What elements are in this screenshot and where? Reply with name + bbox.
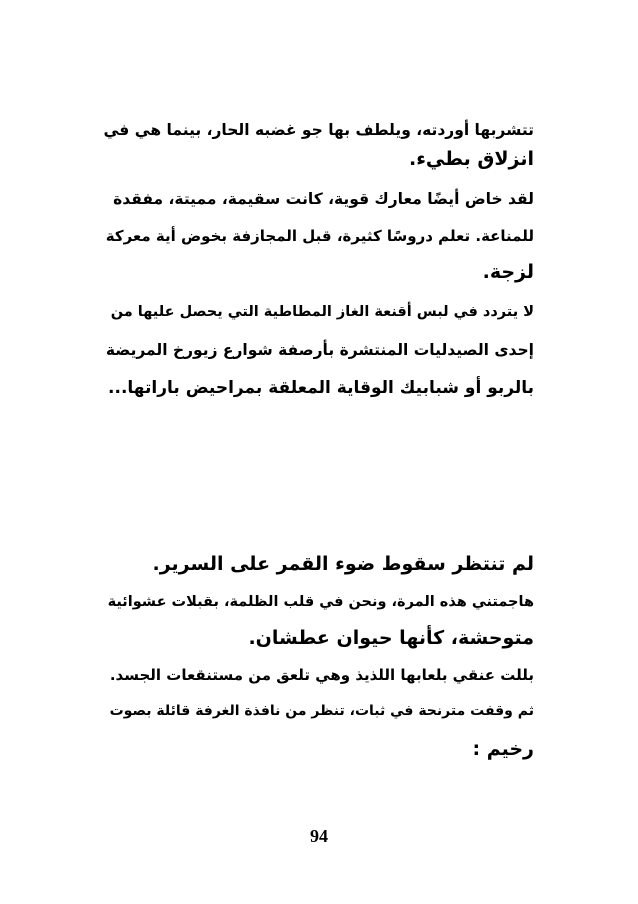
text-line: لا يتردد في لبس أقنعة الغاز المطاطية التي يحصل عليها من — [110, 304, 534, 320]
text-line: بالربو أو شبابيك الوقاية المعلقة بمراحيض باراتها... — [108, 378, 534, 398]
text-line: لزجة. — [482, 261, 534, 283]
text-line: إحدى الصيدليات المنتشرة بأرصفة شوارع زيورخ المريضة — [105, 341, 534, 359]
text-line: متوحشة، كأنها حيوان عطشان. — [248, 627, 534, 649]
text-line: ثم وقفت مترنحة في ثبات، تنظر من نافذة الغرفة قائلة بصوت — [109, 703, 534, 719]
text-line: لقد خاض أيضًا معارك قوية، كانت سقيمة، مميتة، مفقدة — [113, 190, 534, 208]
text-line: للمناعة. تعلم دروسًا كثيرة، قبل المجازفة بخوض أية معركة — [105, 227, 534, 245]
text-line: لم تنتظر سقوط ضوء القمر على السرير. — [152, 553, 534, 575]
text-line: انزلاق بطيء. — [408, 148, 534, 170]
text-line: هاجمتني هذه المرة، ونحن في قلب الظلمة، بقبلات عشوائية — [107, 594, 534, 610]
page-number: 94 — [310, 826, 328, 846]
text-line: بللت عنقي بلعابها اللذيذ وهي تلعق من مستنقعات الجسد. — [109, 666, 534, 684]
text-line: رخيم : — [472, 738, 534, 760]
text-line: تتشربها أوردته، ويلطف بها جو غضبه الحار، بينما هي في — [103, 121, 534, 139]
